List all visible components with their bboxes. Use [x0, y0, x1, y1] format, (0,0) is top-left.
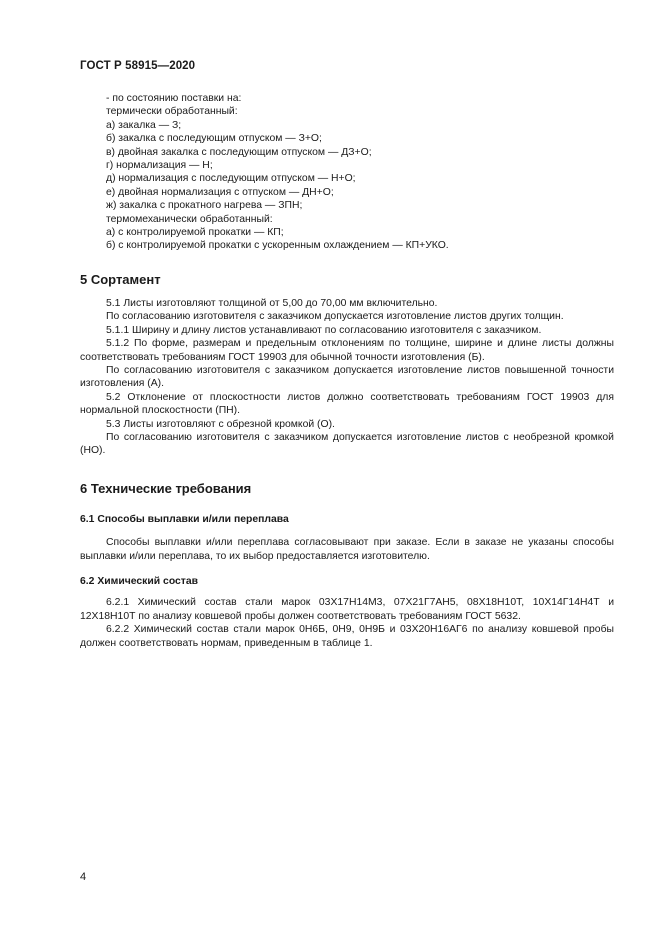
- paragraph: 5.3 Листы изготовляют с обрезной кромкой (О).: [106, 418, 335, 430]
- section-5-title: 5 Сортамент: [80, 271, 161, 287]
- paragraph: 5.1.2 По форме, размерам и предельным отклонениям по толщине, ширине и длине листы должны соответствовать требованиям ГОСТ 19903 для обычной точности изготовления (Б).: [80, 338, 614, 363]
- delivery-condition-list: [80, 92, 614, 253]
- paragraph: 5.1 Листы изготовляют толщиной от 5,00 до 70,00 мм включительно.: [106, 297, 438, 309]
- list-item: а) закалка — З;: [106, 119, 182, 131]
- list-item: - по состоянию поставки на:: [106, 93, 242, 104]
- list-item: ж) закалка с прокатного нагрева — ЗПН;: [106, 200, 303, 212]
- list-item: а) с контролируемой прокатки — КП;: [106, 227, 284, 239]
- document-header: ГОСТ Р 58915—2020: [80, 60, 196, 72]
- paragraph: По согласованию изготовителя с заказчиком допускается изготовление листов с необрезной кромкой (НО).: [80, 431, 614, 457]
- list-item: в) двойная закалка с последующим отпуском — ДЗ+О;: [106, 146, 372, 158]
- subsection-6-1-title: 6.1 Способы выплавки и/или переплава: [80, 513, 289, 525]
- list-item: термически обработанный:: [106, 106, 238, 118]
- paragraph: По согласованию изготовителя с заказчиком допускается изготовление листов повышенной точности изготовления (А).: [80, 364, 614, 390]
- list-item: б) с контролируемой прокатки с ускоренным охлаждением — КП+УКО.: [106, 240, 449, 252]
- list-item: г) нормализация — Н;: [106, 160, 213, 172]
- paragraph: По согласованию изготовителя с заказчиком допускается изготовление листов других толщин.: [106, 311, 564, 323]
- list-item: д) нормализация с последующим отпуском — Н+О;: [106, 173, 356, 185]
- paragraph: 5.1.1 Ширину и длину листов устанавливают по согласованию изготовителя с заказчиком.: [106, 324, 542, 336]
- subsection-6-2-title: 6.2 Химический состав: [80, 575, 199, 587]
- section-6-title: 6 Технические требования: [80, 480, 252, 496]
- paragraph: Способы выплавки и/или переплава согласовывают при заказе. Если в заказе не указаны способы выплавки и/или переплава, то их выбор предоставляется изготовителю.: [80, 537, 614, 562]
- page-number: 4: [80, 871, 87, 883]
- list-item: е) двойная нормализация с отпуском — ДН+О;: [106, 186, 334, 198]
- list-item: б) закалка с последующим отпуском — З+О;: [106, 133, 322, 145]
- page-content: [80, 92, 614, 650]
- paragraph: 6.2.1 Химический состав стали марок 03Х17Н14М3, 07Х21Г7АН5, 08Х18Н10Т, 10Х14Г14Н4Т и 12Х18Н10Т по анализу ковшевой пробы должен соответствовать требованиям ГОСТ 5632.: [80, 597, 614, 622]
- paragraph: 5.2 Отклонение от плоскостности листов должно соответствовать требованиям ГОСТ 19903 для нормальной плоскостности (ПН).: [80, 391, 614, 417]
- list-item: термомеханически обработанный:: [106, 213, 273, 225]
- section-5-body: [80, 297, 614, 458]
- paragraph: 6.2.2 Химический состав стали марок 0Н6Б, 0Н9, 0Н9Б и 03Х20Н16АГ6 по анализу ковшевой пробы должен соответствовать нормам, приведенным в таблице 1.: [80, 624, 614, 649]
